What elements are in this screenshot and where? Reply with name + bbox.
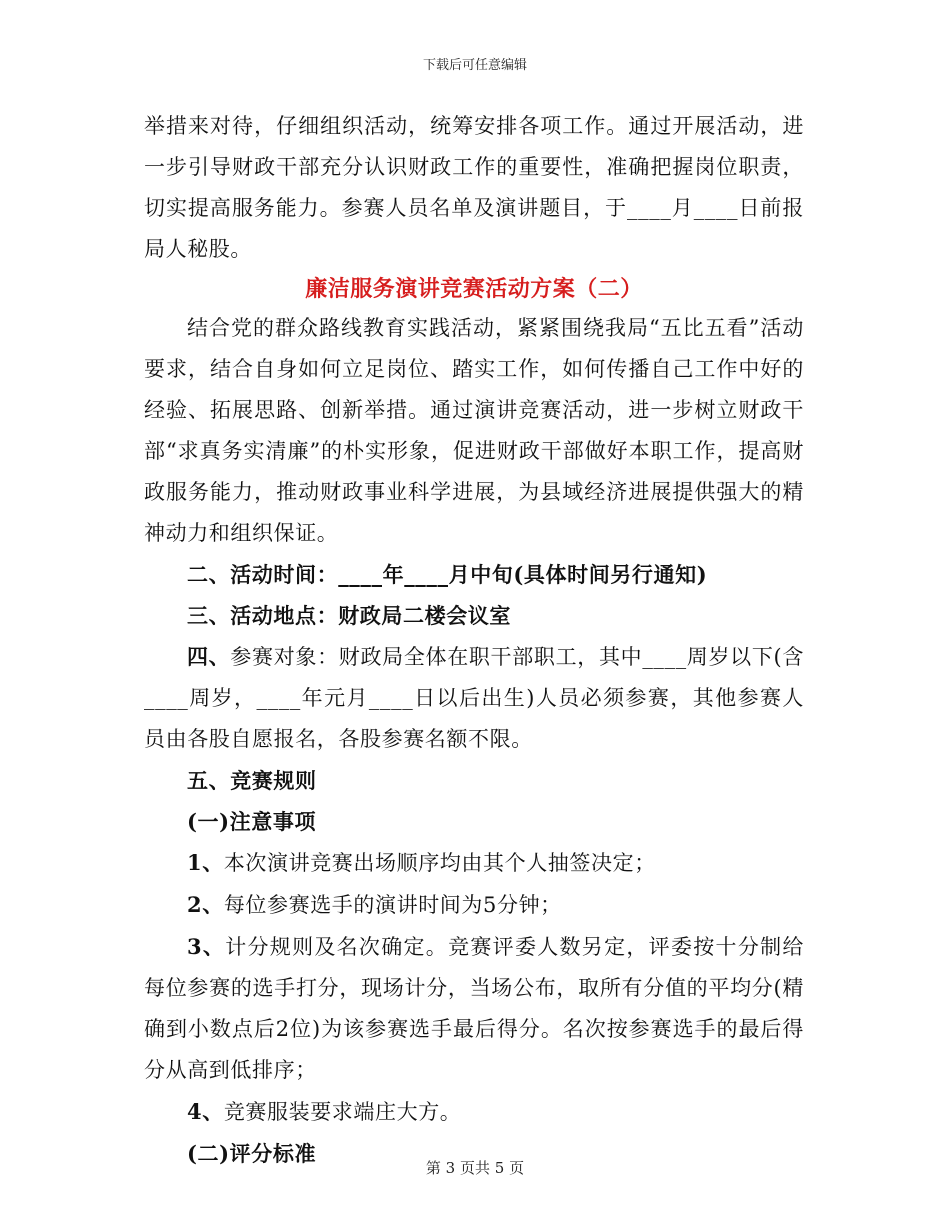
rule-number: 3、 [187,934,226,959]
paragraph-intro-continued: 举措来对待，仔细组织活动，统筹安排各项工作。通过开展活动，进一步引导财政干部充分认识财政工作的重要性，准确把握岗位职责，切实提高服务能力。参赛人员名单及演讲题目，于____月____日前报局人秘股。 [144,114,804,261]
rule-text: 竞赛服装要求端庄大方。 [223,1100,462,1124]
rule-text: 本次演讲竞赛出场顺序均由其个人抽签决定； [223,851,656,875]
rule-number: 1、 [187,850,224,875]
rule-text: 每位参赛选手的演讲时间为5分钟； [223,893,562,917]
rule-item-3 [144,926,804,1091]
subsection-scoring: (二)评分标准 [187,1141,317,1166]
section-time: 二、活动时间：____年____月中旬(具体时间另行通知) [187,562,708,587]
rule-item-2 [144,884,804,926]
section-rules: 五、竞赛规则 [187,768,317,793]
rule-number: 2、 [187,892,224,917]
rule-text: 计分规则及名次确定。竞赛评委人数另定，评委按十分制给每位参赛的选手打分，现场计分，当场公布，取所有分值的平均分(精确到小数点后2位)为该参赛选手最后得分。名次按参赛选手的最后得分从高到低排序； [144,935,805,1082]
rule-item-4 [144,1091,804,1133]
rule-number: 4、 [187,1099,224,1124]
section-location: 三、活动地点：财政局二楼会议室 [187,603,511,628]
section-title: 廉洁服务演讲竞赛活动方案（二） [305,276,643,302]
section-participants [144,636,804,760]
page-footer: 第 3 页共 5 页 [425,1159,525,1177]
paragraph-purpose: 结合党的群众路线教育实践活动，紧紧围绕我局“五比五看”活动要求，结合自身如何立足岗位、踏实工作，如何传播自己工作中好的经验、拓展思路、创新举措。通过演讲竞赛活动，进一步树立财政干部“求真务实清廉”的朴实形象，促进财政干部做好本职工作，提高财政服务能力，推动财政事业科学进展，为县域经济进展提供强大的精神动力和组织保证。 [144,316,804,545]
document-body [144,106,804,1174]
section-participants-number: 四、 [187,644,231,669]
rule-item-1 [144,842,804,884]
section-participants-text: 参赛对象：财政局全体在职干部职工，其中____周岁以下(含____周岁，____年元月____日以后出生)人员必须参赛，其他参赛人员由各股自愿报名，各股参赛名额不限。 [144,645,805,751]
page-header: 下载后可任意编辑 [422,58,527,73]
subsection-notes: (一)注意事项 [187,809,317,834]
